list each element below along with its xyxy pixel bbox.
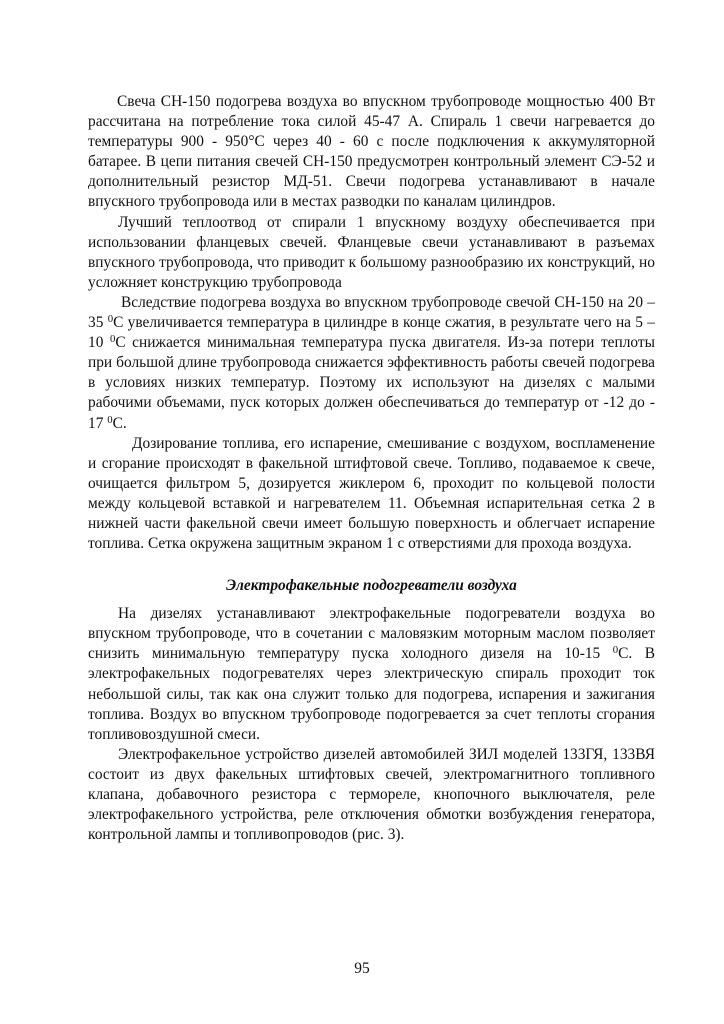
text-span: С снижается минимальная температура пуска двигателя. Из-за потери теплоты при большой длине трубопровода снижается эффективность работы свечей подогрева в условиях низких температур. Поэтому их используют на дизелях с малыми рабочими объемами, пуск которых должен обеспечиваться до температур от -12 до - 17: [88, 334, 655, 432]
paragraph-fuel-dosing: Дозирование топлива, его испарение, смешивание с воздухом, воспламенение и сгорание происходят в факельной штифтовой свече. Топливо, подаваемое к свече, очищается фильтром 5, дозируется жиклером 6, проходит по кольцевой полости между кольцевой вставкой и нагревателем 11. Объемная испарительная сетка 2 в нижней части факельной свечи имеет большую поверхность и облегчает испарение топлива. Сетка окружена защитным экраном 1 с отверстиями для прохода воздуха.: [88, 434, 655, 553]
section-title: Электрофакельные подогреватели воздуха: [226, 577, 517, 595]
degree-superscript: 0: [612, 644, 619, 657]
paragraph-candle-sn150: Свеча СН-150 подогрева воздуха во впускном трубопроводе мощностью 400 Вт рассчитана на потребление тока силой 45-47 А. Спираль 1 свечи нагревается до температуры 900 - 950°С через 40 - 60 с после подключения к аккумуляторной батарее. В цепи питания свечей СН-150 предусмотрен контрольный элемент СЭ-52 и дополнительный резистор МД-51. Свечи подогрева устанавливают в начале впускного трубопровода или в местах разводки по каналам цилиндров.: [88, 93, 655, 211]
degree-superscript: 0: [107, 413, 113, 426]
text-span: С.: [112, 414, 127, 432]
text-span: На дизелях устанавливают электрофакельные подогреватели воздуха во впускном трубопроводе, что в сочетании с маловязким моторным маслом позволяет снизить минимальную температуру пуска холодного дизеля на 10-15: [88, 605, 655, 663]
paragraph-electro-torch-heaters: [88, 604, 655, 745]
text-span: С. В электрофакельных подогревателях через электрическую спираль проходит ток небольшой силы, так как она служит только для подогрева, испарения и зажигания топлива. Воздух во впускном трубопроводе подогревается за счет теплоты сгорания топливовоздушной смеси.: [88, 645, 655, 743]
degree-superscript: 0: [107, 313, 114, 326]
paragraph-air-heating-effect: [88, 293, 655, 434]
paragraph-heat-transfer: Лучший теплоотвод от спирали 1 впускному воздуху обеспечивается при использовании фланцевых свечей. Фланцевые свечи устанавливают в разъемах впускного трубопровода, что приводит к большому разнообразию их конструкций, но усложняет конструкцию трубопровода: [88, 213, 655, 291]
page-content: [88, 92, 655, 845]
text-span: С увеличивается температура в цилиндре в конце сжатия, в результате чего на 5 – 10: [88, 314, 655, 352]
text-span: Вследствие подогрева воздуха во впускном трубопроводе свечой СН-150 на 20 – 35: [88, 293, 655, 332]
degree-superscript: 0: [109, 333, 116, 346]
page-number: 95: [354, 960, 370, 977]
paragraph-zil-device: Электрофакельное устройство дизелей автомобилей ЗИЛ моделей 133ГЯ, 133ВЯ состоит из двух факельных штифтовых свечей, электромагнитного топливного клапана, добавочного резистора с термореле, кнопочного выключателя, реле электрофакельного устройства, реле отключения обмотки возбуждения генератора, контрольной лампы и топливопроводов (рис. 3).: [88, 745, 655, 844]
